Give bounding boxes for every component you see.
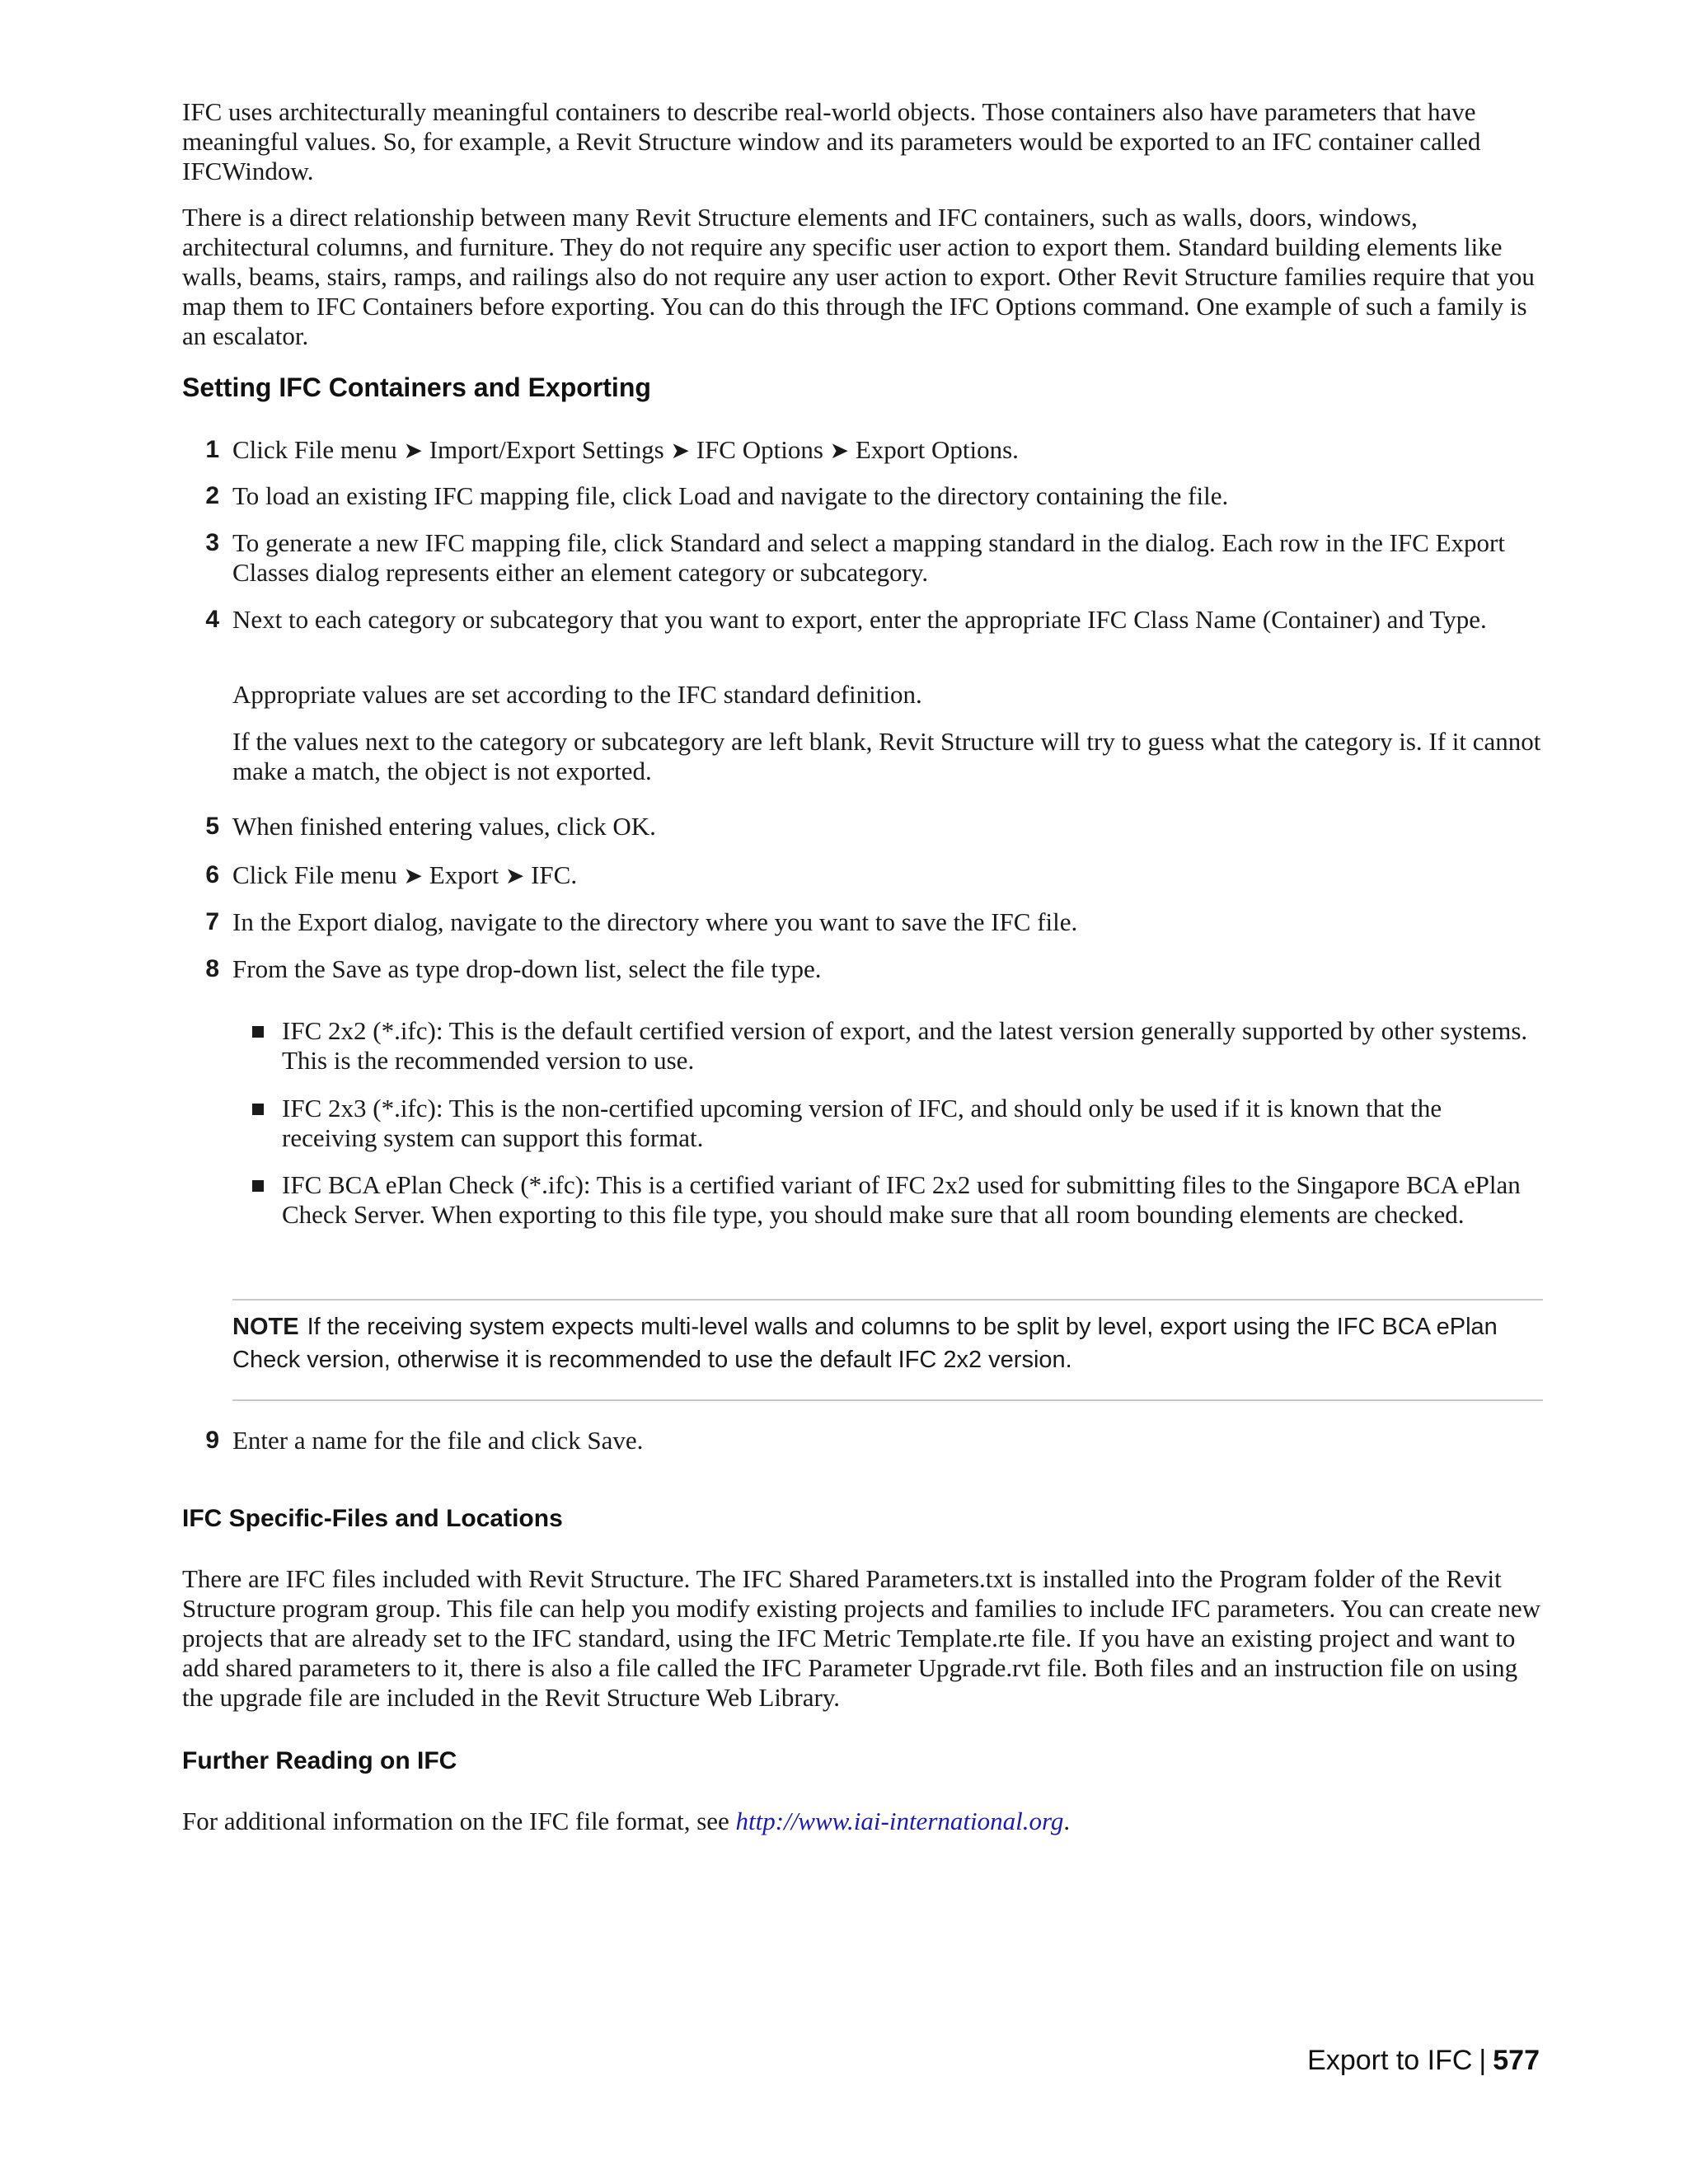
specific-files-paragraph: There are IFC files included with Revit Structure. The IFC Shared Parameters.txt is installed into the Program folder of the Revit Structure program group. This file can help you modify existing projects and families to include IFC parameters. You can create new projects that are already set to the IFC standard, using the IFC Metric Template.rte file. If you have an existing project and want to add shared parameters to it, there is also a file called the IFC Parameter Upgrade.rvt file. Both files and an instruction file on using the upgrade file are included in the Revit Structure Web Library.: [182, 1564, 1541, 1712]
menu-path-part: Export: [429, 860, 499, 889]
section-heading-setting-ifc: Setting IFC Containers and Exporting: [182, 373, 651, 402]
menu-path-part: Click File menu: [232, 435, 397, 464]
arrow-icon: ➤: [829, 437, 850, 464]
bullet-text: IFC 2x2 (*.ifc): This is the default certified version of export, and the latest version generally supported by other systems. This is the recommended version to use.: [282, 1016, 1528, 1075]
section-heading-further-reading: Further Reading on IFC: [182, 1747, 457, 1774]
menu-path-part: IFC Options: [696, 435, 823, 464]
footer-title: Export to IFC: [1307, 2045, 1473, 2076]
intro-paragraph-1: IFC uses architecturally meaningful containers to describe real-world objects. Those containers also have parameters that have meaningful values. So, for example, a Revit Structure window and its parameters would be exported to an IFC container called IFCWindow.: [182, 97, 1481, 185]
bullet-square-icon: [252, 1180, 264, 1192]
bullet-square-icon: [252, 1026, 264, 1038]
step-text: When finished entering values, click OK.: [232, 812, 656, 841]
footer-separator: |: [1479, 2045, 1487, 2076]
step-number: 5: [205, 813, 219, 840]
step-number: 3: [205, 529, 219, 556]
step-text: From the Save as type drop-down list, select the file type.: [232, 954, 822, 983]
step-text: To load an existing IFC mapping file, click Load and navigate to the directory containing the file.: [232, 481, 1229, 510]
further-reading-text: For additional information on the IFC file format, see: [182, 1807, 736, 1835]
step-number: 9: [205, 1427, 219, 1454]
arrow-icon: ➤: [403, 862, 423, 889]
further-reading-period: .: [1063, 1807, 1071, 1835]
section-heading-specific-files: IFC Specific-Files and Locations: [182, 1505, 563, 1532]
menu-path-part: Export Options.: [855, 435, 1019, 464]
page-number: 577: [1493, 2045, 1540, 2076]
menu-path-part: IFC.: [531, 860, 578, 889]
arrow-icon: ➤: [670, 437, 690, 464]
intro-paragraph-2: There is a direct relationship between many Revit Structure elements and IFC containers, such as walls, doors, windows, architectural columns, and furniture. They do not require any specific user action to export them. Standard building elements like walls, beams, stairs, ramps, and railings also do not require any user action to export. Other Revit Structure families require that you map them to IFC Containers before exporting. You can do this through the IFC Options command. One example of such a family is an escalator.: [182, 203, 1535, 350]
step-number: 2: [205, 482, 219, 509]
bullet-text: IFC 2x3 (*.ifc): This is the non-certified upcoming version of IFC, and should only be used if it is known that the receiving system can support this format.: [282, 1094, 1442, 1152]
step-text: Next to each category or subcategory that you want to export, enter the appropriate IFC Class Name (Container) and Type.: [232, 605, 1487, 634]
bullet-text: IFC BCA ePlan Check (*.ifc): This is a certified variant of IFC 2x2 used for submitting files to the Singapore BCA ePlan Check Server. When exporting to this file type, you should make sure that all room bounding elements are checked.: [282, 1170, 1521, 1229]
note-box: [232, 1299, 1543, 1401]
step-text: To generate a new IFC mapping file, click Standard and select a mapping standard in the dialog. Each row in the IFC Export Classes dialog represents either an element category or subcategory.: [232, 528, 1505, 587]
further-reading-paragraph: [182, 1807, 1542, 1836]
step-4-note-1: Appropriate values are set according to the IFC standard definition.: [232, 680, 922, 709]
step-text: In the Export dialog, navigate to the directory where you want to save the IFC file.: [232, 907, 1078, 936]
step-number: 8: [205, 955, 219, 982]
step-number: 7: [205, 908, 219, 935]
menu-path-part: Import/Export Settings: [429, 435, 664, 464]
page-footer: [1307, 2042, 1540, 2079]
bullet-square-icon: [252, 1104, 264, 1115]
step-text: [232, 860, 1543, 891]
step-4-note-2: If the values next to the category or subcategory are left blank, Revit Structure will try to guess what the category is. If it cannot make a match, the object is not exported.: [232, 727, 1541, 785]
iai-international-link[interactable]: http://www.iai-international.org: [735, 1807, 1064, 1835]
menu-path-part: Click File menu: [232, 860, 397, 889]
step-text: Enter a name for the file and click Save.: [232, 1426, 644, 1455]
step-number: 6: [205, 861, 219, 888]
note-content: [232, 1310, 1543, 1376]
note-text: If the receiving system expects multi-level walls and columns to be split by level, export using the IFC BCA ePlan Check version, otherwise it is recommended to use the default IFC 2x2 version.: [232, 1314, 1498, 1373]
arrow-icon: ➤: [504, 862, 525, 889]
note-label: NOTE: [232, 1314, 299, 1340]
arrow-icon: ➤: [403, 437, 423, 464]
step-number: 4: [205, 606, 219, 633]
step-number: 1: [205, 436, 219, 463]
step-text: [232, 435, 1543, 466]
